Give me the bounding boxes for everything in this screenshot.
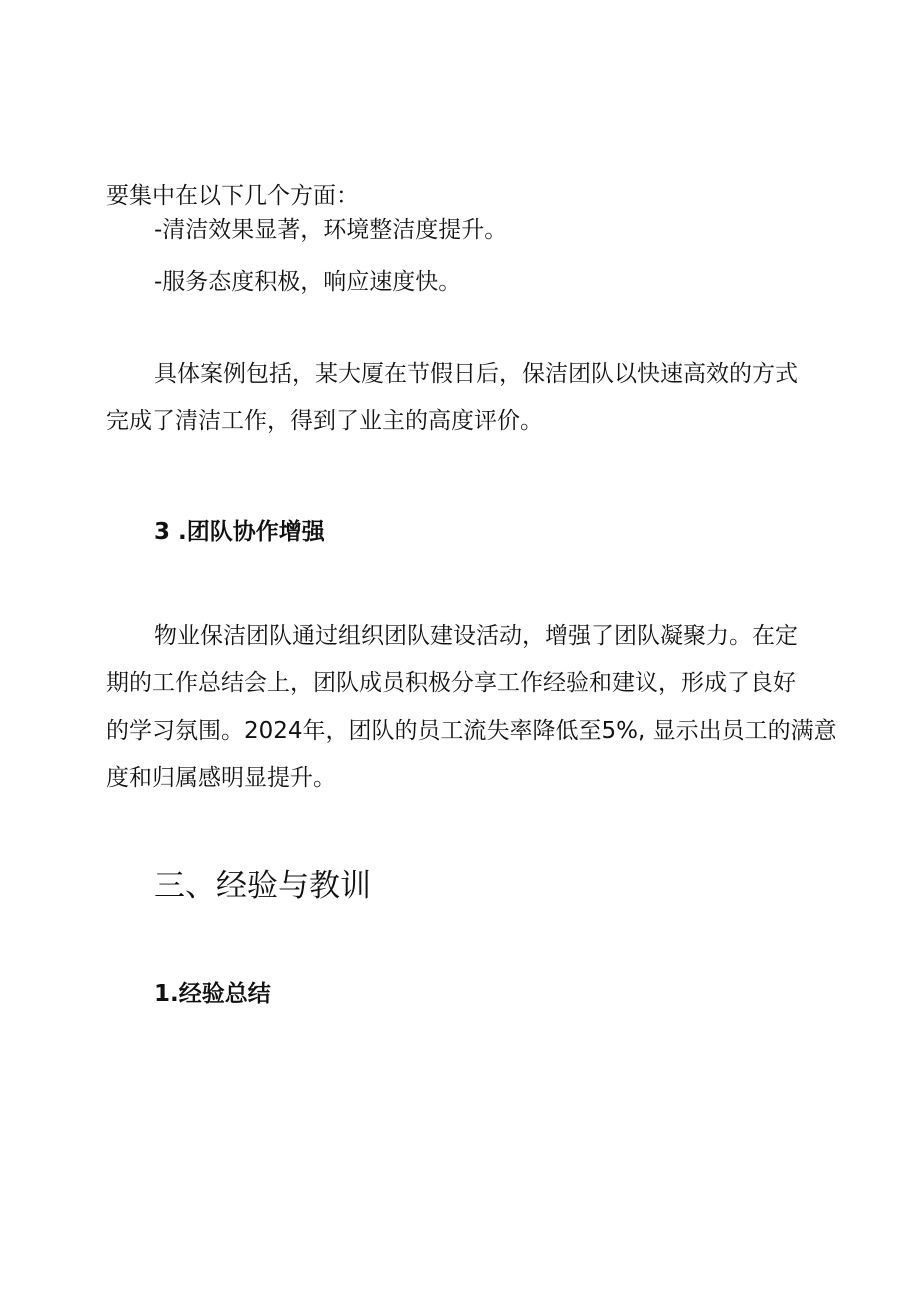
case-paragraph-line-1: 具体案例包括，某大厦在节假日后，保洁团队以快速高效的方式 [154,361,798,387]
team-paragraph-line-3: 的学习氛围。2024年，团队的员工流失率降低至5%, 显示出员工的满意 [106,718,837,744]
case-paragraph-line-2: 完成了清洁工作，得到了业主的高度评价。 [106,408,543,434]
bullet-item-cleaning: -清洁效果显著，环境整洁度提升。 [154,217,508,243]
subsection-heading-experience-summary: 1.经验总结 [154,981,271,1007]
intro-line: 要集中在以下几个方面： [106,183,359,209]
team-paragraph-line-1: 物业保洁团队通过组织团队建设活动，增强了团队凝聚力。在定 [154,623,798,649]
team-paragraph-line-2: 期的工作总结会上，团队成员积极分享工作经验和建议，形成了良好 [106,670,796,696]
team-paragraph-line-4: 度和归属感明显提升。 [106,765,336,791]
chapter-heading-experience-lessons: 三、经验与教训 [154,868,371,904]
section-heading-team-collaboration: 3 .团队协作增强 [154,519,325,545]
bullet-item-service: -服务态度积极，响应速度快。 [154,269,462,295]
